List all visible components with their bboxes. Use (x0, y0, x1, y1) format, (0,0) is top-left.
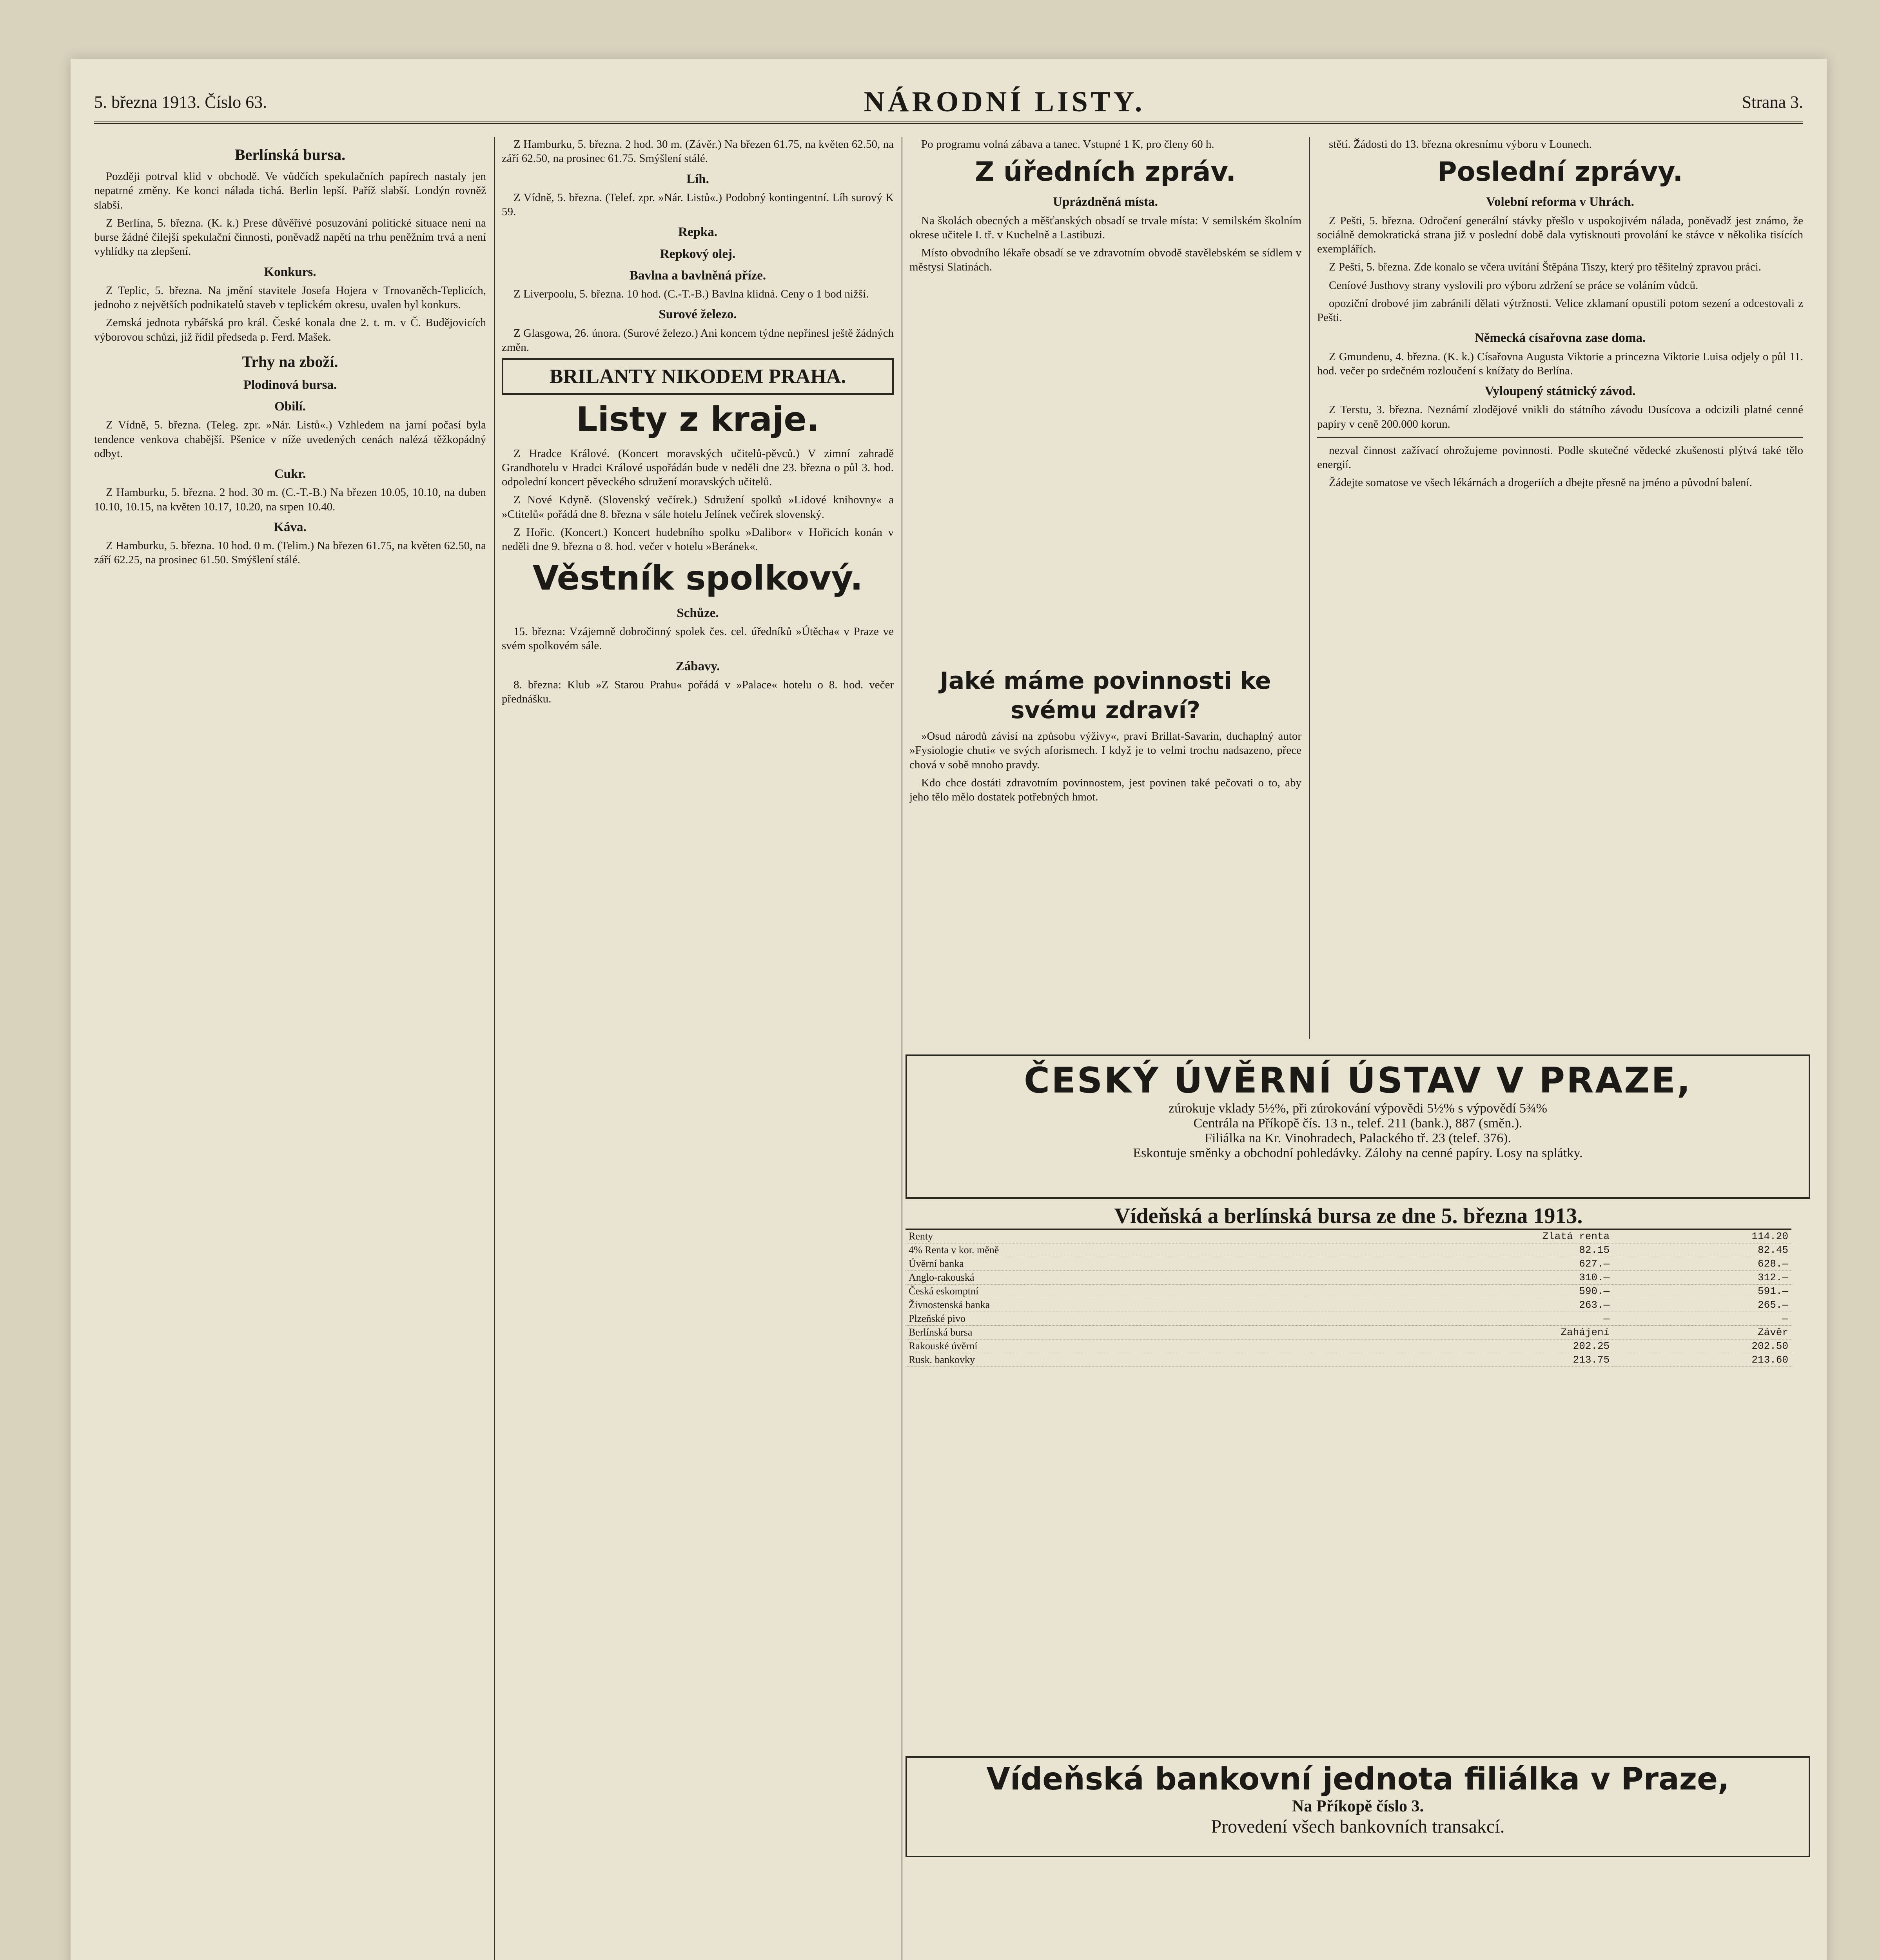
table-cell-label: Úvěrní banka (906, 1257, 1307, 1271)
credit-institute-ad-title: ČESKÝ ÚVĚRNÍ ÚSTAV V PRAZE, (1024, 1060, 1692, 1101)
section-title: Věstník spolkový. (532, 559, 863, 598)
health-article (909, 662, 1301, 1054)
table-cell-value: — (1307, 1312, 1613, 1326)
section-heading: Berlínská bursa. (234, 146, 346, 163)
newspaper-page (71, 59, 1827, 1960)
table-cell-label: Živnostenská banka (906, 1298, 1307, 1312)
table-row (906, 1312, 1791, 1326)
section-heading: Cukr. (274, 467, 306, 481)
page-header (94, 82, 1803, 124)
table-cell-value: — (1613, 1312, 1791, 1326)
table-cell-label: Renty (906, 1230, 1307, 1243)
table-cell-value: 202.25 (1307, 1339, 1613, 1353)
table-cell-value: 310.— (1307, 1271, 1613, 1285)
table-cell-label: Berlínská bursa (906, 1326, 1307, 1339)
table-cell-value: Zlatá renta (1307, 1230, 1613, 1243)
section-rule (1317, 437, 1803, 438)
article-paragraph: Na školách obecných a měšťanských obsadí se trvale místa: V semilském školním okrese učitele I. tř. v Kuchelně a Lastibuzi. (909, 214, 1301, 241)
article-paragraph: Kdo chce dostáti zdravotním povinnostem, jest povinen také pečovati o to, aby jeho tělo mělo dostatek potřebných hmot. (909, 776, 1301, 803)
vienna-bank-ad-subtitle: Provedení všech bankovních transakcí. (1211, 1816, 1505, 1837)
table-cell-label: 4% Renta v kor. měně (906, 1243, 1307, 1257)
vienna-bank-ad (906, 1756, 1810, 1857)
table-cell-value: 114.20 (1613, 1230, 1791, 1243)
jeweler-ad-text: BRILANTY NIKODEM PRAHA. (549, 365, 846, 388)
table-cell-value: 312.— (1613, 1271, 1791, 1285)
page-number: Strana 3. (1742, 92, 1803, 112)
column-2 (502, 137, 894, 1960)
column-3 (909, 137, 1301, 647)
article-paragraph: Místo obvodního lékaře obsadí se ve zdravotním obvodě stavělebském se sídlem v městysi Slatinách. (909, 247, 1301, 274)
table-cell-value: Závěr (1613, 1326, 1791, 1339)
section-heading: Německá císařovna zase doma. (1474, 331, 1646, 345)
table-row (906, 1285, 1791, 1298)
section-heading: Trhy na zboží. (242, 352, 338, 370)
article-paragraph: Z Hamburku, 5. března. 2 hod. 30 m. (Závěr.) Na březen 61.75, na květen 62.50, na září 62.50, na prosinec 61.75. Smýšlení stálé. (502, 138, 894, 165)
section-heading: Uprázdněná místa. (1053, 195, 1158, 209)
article-paragraph: Ceníové Justhovy strany vyslovili pro výboru zdržení se práce se voláním vůdců. (1329, 279, 1699, 292)
section-title: Z úředních zpráv. (974, 156, 1236, 188)
table-cell-value: 628.— (1613, 1257, 1791, 1271)
table-row (906, 1271, 1791, 1285)
vienna-bank-ad-title: Vídeňská bankovní jednota filiálka v Praze, (986, 1762, 1729, 1797)
section-heading: Vyloupený státnický závod. (1484, 384, 1636, 398)
article-paragraph: Později potrval klid v obchodě. Ve vůdčích spekulačních papírech nastaly jen nepatrné změny. Ke konci nálada tichá. Berlin lepší. Paříž slabší. Londýn rovněž slabší. (94, 170, 486, 211)
table-row (906, 1298, 1791, 1312)
table-cell-value: 213.75 (1307, 1353, 1613, 1367)
table-cell-value: 591.— (1613, 1285, 1791, 1298)
article-paragraph: Z Hradce Králové. (Koncert moravských učitelů-pěvců.) V zimní zahradě Grandhotelu v Hradci Králové uspořádán bude v neděli dne 23. března o půl 3. hod. odpolední koncert pěveckého sdružení moravských učitelů. (502, 447, 894, 488)
article-paragraph: Z Terstu, 3. března. Neznámí zlodějové vnikli do státního závodu Dusícova a odcizili platné cenné papíry v ceně 200.000 korun. (1317, 403, 1803, 430)
article-title: Jaké máme povinnosti ke svému zdraví? (940, 667, 1271, 724)
table-cell-label: Česká eskomptní (906, 1285, 1307, 1298)
article-paragraph: Žádejte somatose ve všech lékárnách a drogeriích a dbejte přesně na jméno a původní balení. (1329, 476, 1752, 489)
credit-institute-ad-branch: Filiálka na Kr. Vinohradech, Palackého tř. 23 (telef. 376). (1205, 1131, 1511, 1145)
stock-exchange-table (906, 1203, 1791, 1744)
credit-institute-ad (906, 1054, 1810, 1199)
table-row (906, 1339, 1791, 1353)
article-paragraph: Z Vídně, 5. března. (Telef. zpr. »Nár. Listů«.) Podobný kontingentní. Líh surový K 59. (502, 191, 894, 218)
article-paragraph: Z Gmundenu, 4. března. (K. k.) Císařovna Augusta Viktorie a princezna Viktorie Luisa odjely o půl 11. hod. večer po srdečném rozloučení s knížaty do Berlína. (1317, 350, 1803, 377)
section-heading: Schůze. (677, 606, 719, 620)
table-cell-value: 627.— (1307, 1257, 1613, 1271)
credit-institute-ad-services: Eskontuje směnky a obchodní pohledávky. Zálohy na cenné papíry. Losy na splátky. (1133, 1146, 1583, 1160)
article-paragraph: 15. března: Vzájemně dobročinný spolek čes. cel. úředníků »Útěcha« v Praze ve svém spolkovém sále. (502, 625, 894, 652)
article-paragraph: 8. března: Klub »Z Starou Prahu« pořádá v »Palace« hotelu o 8. hod. večer přednášku. (502, 678, 894, 705)
stock-table (906, 1230, 1791, 1367)
article-paragraph: nezval činnost zažívací ohrožujeme povinnosti. Podle skutečné vědecké zkušenosti plýtvá také tělo energií. (1317, 444, 1803, 471)
article-paragraph: Z Hořic. (Koncert.) Koncert hudebního spolku »Dalibor« v Hořicích konán v neděli dne 9. března o 8. hod. večer v hotelu »Beránek«. (502, 526, 894, 553)
section-heading: Plodinová bursa. (243, 377, 337, 392)
table-cell-value: Zahájení (1307, 1326, 1613, 1339)
section-heading: Konkurs. (264, 265, 316, 279)
column-1 (94, 137, 486, 1960)
column-4 (1317, 137, 1803, 1039)
table-cell-value: 82.15 (1307, 1243, 1613, 1257)
column-divider (494, 137, 495, 1960)
article-paragraph: Z Nové Kdyně. (Slovenský večírek.) Sdružení spolků »Lidové knihovny« a »Ctitelů« pořádá dne 8. března v sále hotelu Jelínek večírek slovenský. (502, 494, 894, 521)
section-heading: Káva. (274, 520, 307, 534)
article-paragraph: opoziční drobové jim zabránili dělati výtržnosti. Velice zklamaní opustili potom sezení a odcestovali z Pešti. (1317, 297, 1803, 324)
credit-institute-ad-rate: zúrokuje vklady 5½%, při zúrokování výpovědi 5½% s výpovědí 5¾% (1169, 1101, 1547, 1116)
section-heading: Surové železo. (659, 307, 737, 322)
article-paragraph: Po programu volná zábava a tanec. Vstupné 1 K, pro členy 60 h. (921, 138, 1214, 151)
issue-date: 5. března 1913. Číslo 63. (94, 92, 267, 112)
section-heading: Obilí. (274, 399, 306, 414)
section-heading: Repkový olej. (660, 247, 736, 261)
article-paragraph: Z Hamburku, 5. března. 10 hod. 0 m. (Telim.) Na březen 61.75, na květen 62.50, na září 62.25, na prosinec 61.50. Smýšlení stálé. (94, 539, 486, 566)
section-heading: Zábavy. (675, 659, 720, 673)
table-cell-value: 263.— (1307, 1298, 1613, 1312)
section-heading: Líh. (686, 172, 709, 186)
masthead: NÁRODNÍ LISTY. (864, 85, 1145, 118)
table-cell-label: Anglo-rakouská (906, 1271, 1307, 1285)
article-paragraph: Z Berlína, 5. března. (K. k.) Prese důvěřivé posuzování politické situace není na burse žádné čilejší spekulační činnosti, poněvadž napětí na trhu peněžním trvá a není vyhlídky na zlepšení. (94, 216, 486, 258)
table-row (906, 1326, 1791, 1339)
table-row (906, 1243, 1791, 1257)
article-paragraph: Z Hamburku, 5. března. 2 hod. 30 m. (C.-T.-B.) Na březen 10.05, 10.10, na duben 10.10, 10.15, na květen 10.17, 10.20, na srpen 10.40. (94, 486, 486, 513)
table-row (906, 1353, 1791, 1367)
article-paragraph: Zemská jednota rybářská pro král. České konala dne 2. t. m. v Č. Budějovicích výborovou schůzi, již řídil předseda p. Ferd. Mašek. (94, 316, 486, 343)
section-title: Listy z kraje. (576, 400, 820, 439)
article-paragraph: stětí. Žádosti do 13. března okresnímu výboru v Lounech. (1329, 138, 1592, 151)
article-paragraph: »Osud národů závisí na způsobu výživy«, praví Brillat-Savarin, duchaplný autor »Fysiologie chuti« ve svých aforismech. I když je to velmi trochu nadsazeno, přece chová v sobě mnoho pravdy. (909, 730, 1301, 771)
article-paragraph: Z Glasgowa, 26. února. (Surové železo.) Ani koncem týdne nepřinesl ještě žádných změn. (502, 327, 894, 354)
stock-table-title: Vídeňská a berlínská bursa ze dne 5. března 1913. (906, 1203, 1791, 1230)
table-cell-value: 82.45 (1613, 1243, 1791, 1257)
article-paragraph: Z Vídně, 5. března. (Teleg. zpr. »Nár. Listů«.) Vzhledem na jarní počasí byla tendence venkova chabější. Pšenice v níže uvedených cenách nalézá těžkopádný odbyt. (94, 419, 486, 460)
table-row (906, 1257, 1791, 1271)
table-cell-value: 202.50 (1613, 1339, 1791, 1353)
credit-institute-ad-address: Centrála na Příkopě čís. 13 n., telef. 211 (bank.), 887 (směn.). (1193, 1116, 1523, 1131)
vienna-bank-ad-address: Na Příkopě číslo 3. (1292, 1797, 1424, 1815)
table-row (906, 1230, 1791, 1243)
table-cell-label: Rakouské úvěrní (906, 1339, 1307, 1353)
section-heading: Bavlna a bavlněná příze. (629, 268, 766, 283)
section-heading: Volební reforma v Uhrách. (1486, 195, 1634, 209)
table-cell-value: 213.60 (1613, 1353, 1791, 1367)
jeweler-ad (502, 358, 894, 395)
article-paragraph: Z Pešti, 5. března. Zde konalo se včera uvítání Štěpána Tiszy, který pro těšitelný zpravou práci. (1329, 261, 1762, 274)
article-paragraph: Z Liverpoolu, 5. března. 10 hod. (C.-T.-B.) Bavlna klidná. Ceny o 1 bod nižší. (514, 288, 869, 300)
article-paragraph: Z Pešti, 5. března. Odročení generální stávky přešlo v uspokojivém nálada, poněvadž jest známo, že sociálně demokratická strana již v poslední době dala vytisknouti provolání ke stávce v několika tisících exemplářích. (1317, 214, 1803, 255)
section-heading: Repka. (678, 225, 717, 240)
table-cell-value: 265.— (1613, 1298, 1791, 1312)
section-title: Poslední zprávy. (1437, 156, 1683, 188)
table-cell-label: Plzeňské pivo (906, 1312, 1307, 1326)
column-divider (1309, 137, 1310, 1039)
table-cell-value: 590.— (1307, 1285, 1613, 1298)
article-paragraph: Z Teplic, 5. března. Na jmění stavitele Josefa Hojera v Trnovaněch-Teplicích, jednoho z největších podnikatelů staveb v teplickém okresu, uvalen byl konkurs. (94, 284, 486, 311)
table-cell-label: Rusk. bankovky (906, 1353, 1307, 1367)
